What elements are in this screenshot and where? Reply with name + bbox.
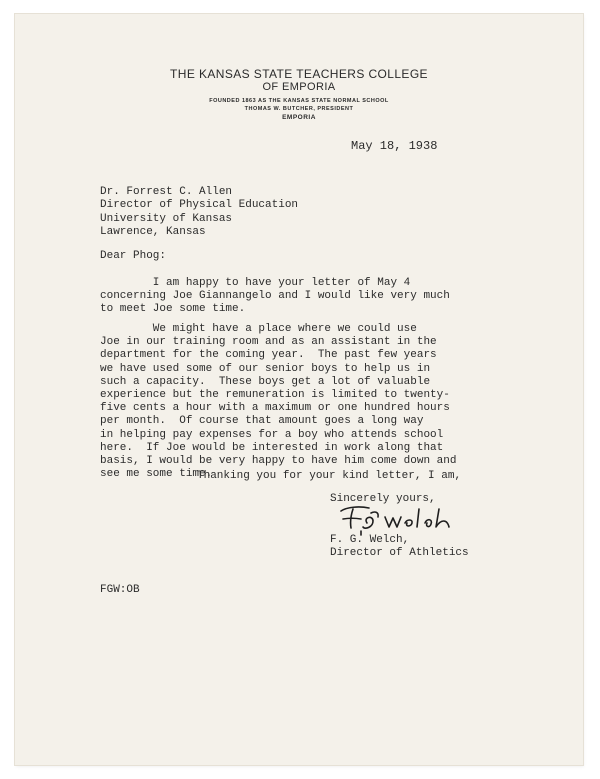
recipient-line: Dr. Forrest C. Allen (100, 186, 233, 198)
paragraph-line: we have used some of our senior boys to help us in (100, 362, 431, 375)
signer-title: Director of Athletics (330, 547, 469, 560)
recipient-line: Lawrence, Kansas (100, 225, 206, 238)
paragraph-line: experience but the remuneration is limited to twenty- (100, 389, 450, 402)
handwritten-signature (333, 497, 483, 537)
paragraph-line: department for the coming year. The past few years (100, 349, 437, 362)
signer-block (330, 534, 469, 561)
closing: Sincerely yours, (330, 493, 436, 505)
recipient-address (100, 186, 298, 239)
paragraph-1 (100, 277, 450, 317)
paragraph-line: to meet Joe some time. (100, 303, 246, 316)
paragraph-line: We might have a place where we could use (100, 323, 417, 335)
paragraph-line: five cents a hour with a maximum or one hundred hours (100, 402, 450, 415)
paragraph-line: Joe in our training room and as an assistant in the (100, 336, 437, 349)
paragraph-line: I am happy to have your letter of May 4 (100, 277, 411, 289)
reference-initials: FGW:OB (100, 584, 140, 596)
paragraph-line: in helping pay expenses for a boy who attends school (100, 428, 444, 441)
paragraph-line: here. If Joe would be interested in work along that (100, 441, 444, 454)
letterhead-title: THE KANSAS STATE TEACHERS COLLEGE (170, 67, 428, 81)
signer-name: F. G. Welch, (330, 534, 410, 546)
recipient-line: Director of Physical Education (100, 199, 299, 212)
paragraph-2 (100, 323, 456, 481)
paragraph-line: per month. Of course that amount goes a long way (100, 415, 424, 428)
letterhead-subtitle: OF EMPORIA (262, 81, 336, 93)
letterhead-founded: FOUNDED 1863 AS THE KANSAS STATE NORMAL SCHOOL (209, 98, 389, 104)
letterhead-city: EMPORIA (282, 114, 316, 121)
paragraph-line: concerning Joe Giannangelo and I would like very much (100, 290, 450, 303)
paragraph-line: such a capacity. These boys get a lot of valuable (100, 375, 431, 388)
letter-date: May 18, 1938 (351, 139, 438, 153)
letterhead-president: THOMAS W. BUTCHER, PRESIDENT (244, 106, 354, 112)
paragraph-line: basis, I would be very happy to have him come down and (100, 455, 457, 468)
paragraph-line: see me some time. (100, 468, 213, 481)
thanks-line: Thanking you for your kind letter, I am, (197, 470, 462, 482)
letter-page (15, 14, 583, 765)
recipient-line: University of Kansas (100, 212, 233, 225)
salutation: Dear Phog: (100, 250, 167, 262)
